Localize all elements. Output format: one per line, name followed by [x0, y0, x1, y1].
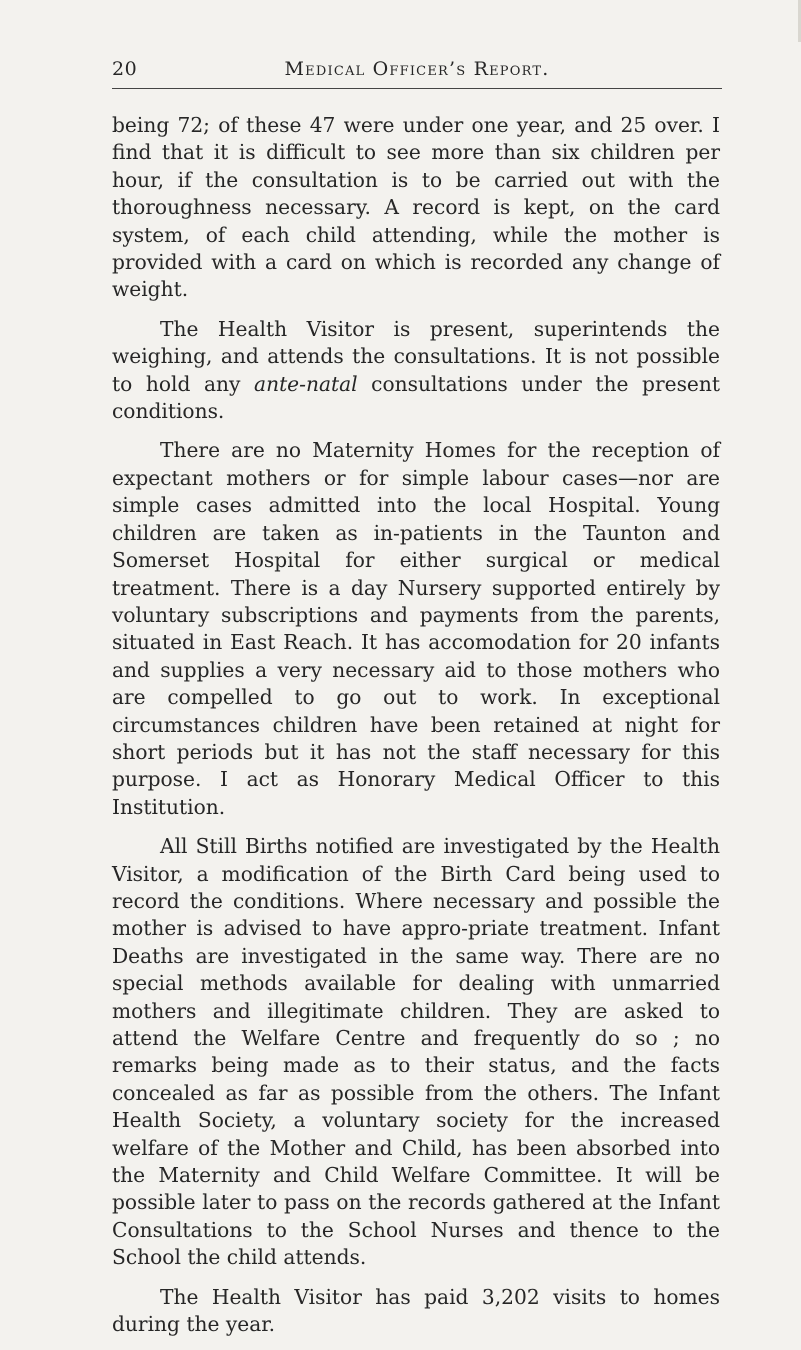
paragraph-health-visitor: [112, 316, 720, 426]
page-header: [112, 57, 722, 87]
paragraph-maternity-homes: There are no Maternity Homes for the reception of expectant mothers or for simple labour cases—nor are simple cases admitted into the local Hospital. Young children are taken as in-patients in the Taunton and Somerset Hospital for either surgical or medical treatment. There is a day Nursery supported entirely by voluntary subscriptions and payments from the parents, situated in East Reach. It has accomodation for 20 infants and supplies a very necessary aid to those mothers who are compelled to go out to work. In exceptional circumstances children have been retained at night for short periods but it has not the staff necessary for this purpose. I act as Honorary Medical Officer to this Institution.: [112, 438, 720, 819]
page-number: 20: [112, 58, 138, 80]
italic-term-ante-natal: ante-natal: [254, 371, 358, 396]
report-body: [112, 112, 720, 1350]
paragraph-consultations: being 72; of these 47 were under one year, and 25 over. I find that it is difficult to see more than six children per hour, if the consultation is to be carried out with the thoroughness necessary. A record is kept, on the card system, of each child attending, while the mother is provided with a card on which is recorded any change of weight.: [112, 113, 720, 302]
paragraph-visits: The Health Visitor has paid 3,202 visits to homes during the year.: [112, 1284, 720, 1337]
paragraph-text-after-italic: consultations under the present conditions.: [112, 371, 720, 424]
running-title: Medical Officer’s Report.: [284, 58, 550, 80]
paragraph-still-births: All Still Births notified are investigated by the Health Visitor, a modification of the Birth Card being used to record the conditions. Where necessary and possible the mother is advised to have appro-priate treatment. Infant Deaths are investigated in the same way. There are no special methods available for dealing with unmarried mothers and illegitimate children. They are asked to attend the Welfare Centre and frequently do so ; no remarks being made as to their status, and the facts concealed as far as possible from the others. The Infant Health Society, a voluntary society for the increased welfare of the Mother and Child, has been absorbed into the Maternity and Child Welfare Committee. It will be possible later to pass on the records gathered at the Infant Consultations to the School Nurses and thence to the School the child attends.: [112, 834, 720, 1270]
paragraph-text-before-italic: The Health Visitor is present, superintends the weighing, and attends the consultations. It is not possible to hold any: [112, 316, 720, 396]
header-rule: [112, 88, 722, 89]
